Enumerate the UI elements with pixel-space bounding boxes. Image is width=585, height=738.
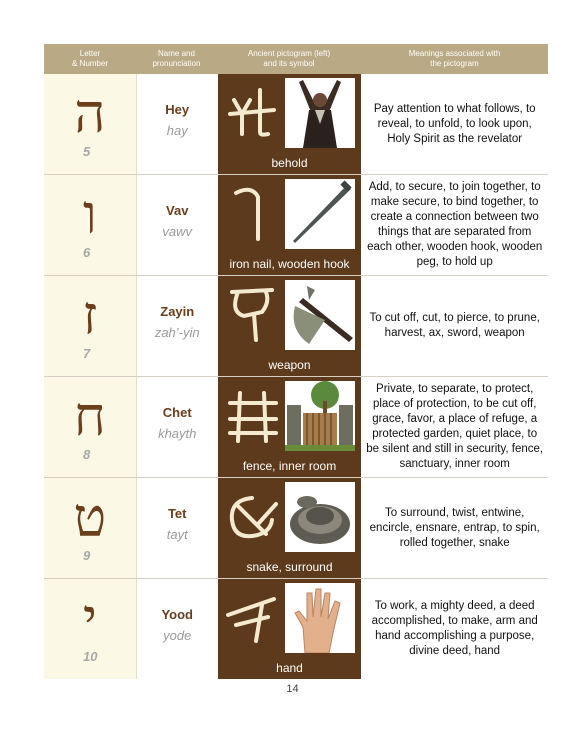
letter-cell	[44, 579, 137, 679]
meaning-cell: Pay attention to what follows, to reveal, to unfold, to look upon, Holy Spirit as the revelator	[361, 74, 548, 174]
pictogram-caption: fence, inner room	[242, 459, 337, 473]
iron-nail-icon	[285, 179, 355, 249]
table-row	[44, 175, 548, 276]
open-hand-icon	[285, 583, 355, 653]
letter-pronunciation: tayt	[166, 527, 188, 542]
letter-name: Vav	[166, 203, 189, 218]
meaning-cell: To surround, twist, entwine, encircle, ensnare, entrap, to spin, rolled together, snake	[361, 478, 548, 578]
letter-number: 9	[83, 548, 91, 563]
table-row	[44, 377, 548, 478]
table-row	[44, 276, 548, 377]
pictogram-snake-icon	[222, 484, 282, 548]
letter-number: 6	[83, 245, 91, 260]
header-pictogram: Ancient pictogram (left) and its symbol	[247, 49, 331, 68]
pictogram-cell	[218, 74, 362, 174]
pictogram-nail-icon	[222, 181, 282, 245]
garden-fence-icon	[285, 381, 355, 451]
pictogram-caption: behold	[271, 156, 308, 170]
letter-pronunciation: khayth	[158, 426, 197, 441]
letter-cell	[44, 478, 137, 578]
letter-name: Hey	[165, 102, 190, 117]
pictogram-cell	[218, 377, 362, 477]
meaning-cell: Private, to separate, to protect, place of protection, to be cut off, grace, favor, a place of refuge, a protected garden, quiet place, to be silent and still in security, fence, sanctuary, inner room	[361, 377, 548, 477]
battle-axe-icon	[285, 280, 355, 350]
letter-number: 10	[83, 649, 98, 664]
hebrew-letter: ז	[82, 284, 98, 347]
pictogram-cell	[218, 175, 362, 275]
letter-number: 5	[83, 144, 91, 159]
meaning-cell: To work, a mighty deed, a deed accomplished, to make, arm and hand accomplishing a purpose, divine deed, hand	[361, 579, 548, 679]
letter-cell	[44, 377, 137, 477]
name-cell	[137, 579, 218, 679]
letter-pronunciation: hay	[166, 123, 188, 138]
name-cell	[137, 377, 218, 477]
letter-name: Zayin	[160, 304, 195, 319]
letter-number: 7	[83, 346, 91, 361]
pictogram-cell	[218, 579, 362, 679]
pictogram-cell	[218, 276, 362, 376]
pictogram-behold-icon	[222, 80, 282, 144]
letter-pronunciation: zah’-yin	[154, 325, 200, 340]
table-row	[44, 579, 548, 679]
coiled-snake-icon	[285, 482, 355, 552]
letter-cell	[44, 74, 137, 174]
letter-pronunciation: vawv	[162, 224, 193, 239]
letter-name: Tet	[167, 506, 187, 521]
hebrew-letter: ה	[74, 82, 106, 145]
name-cell	[137, 74, 218, 174]
letter-cell	[44, 175, 137, 275]
pictogram-caption: hand	[276, 661, 303, 675]
alphabet-table	[44, 44, 548, 679]
name-cell	[137, 175, 218, 275]
letter-cell	[44, 276, 137, 376]
pictogram-caption: snake, surround	[246, 560, 333, 574]
name-cell	[137, 276, 218, 376]
letter-name: Chet	[162, 405, 192, 420]
header-letter-number: Letter & Number	[71, 49, 108, 68]
name-cell	[137, 478, 218, 578]
table-row	[44, 74, 548, 175]
hebrew-letter: ח	[73, 385, 106, 448]
hebrew-letter: ט	[73, 486, 107, 549]
man-raising-arms-icon	[285, 78, 355, 148]
header-meanings: Meanings associated with the pictogram	[408, 49, 501, 68]
hebrew-letter: ו	[82, 183, 97, 246]
pictogram-fence-icon	[222, 383, 282, 447]
page-number: 14	[286, 683, 299, 695]
hebrew-letter: י	[82, 587, 97, 650]
header-name-pronunciation: Name and pronunciation	[152, 49, 201, 68]
table-header	[44, 44, 548, 74]
pictogram-cell	[218, 478, 362, 578]
pictogram-caption: iron nail, wooden hook	[229, 257, 350, 271]
table-row	[44, 478, 548, 579]
letter-number: 8	[83, 447, 91, 462]
meaning-cell: To cut off, cut, to pierce, to prune, harvest, ax, sword, weapon	[361, 276, 548, 376]
meaning-cell: Add, to secure, to join together, to make secure, to bind together, to create a connection between two things that are separated from each other, wooden hook, wooden peg, to hold up	[361, 175, 548, 275]
pictogram-hand-icon	[222, 585, 282, 649]
pictogram-caption: weapon	[268, 358, 311, 372]
letter-name: Yood	[161, 607, 193, 622]
letter-pronunciation: yode	[163, 628, 192, 643]
pictogram-weapon-icon	[222, 282, 282, 346]
